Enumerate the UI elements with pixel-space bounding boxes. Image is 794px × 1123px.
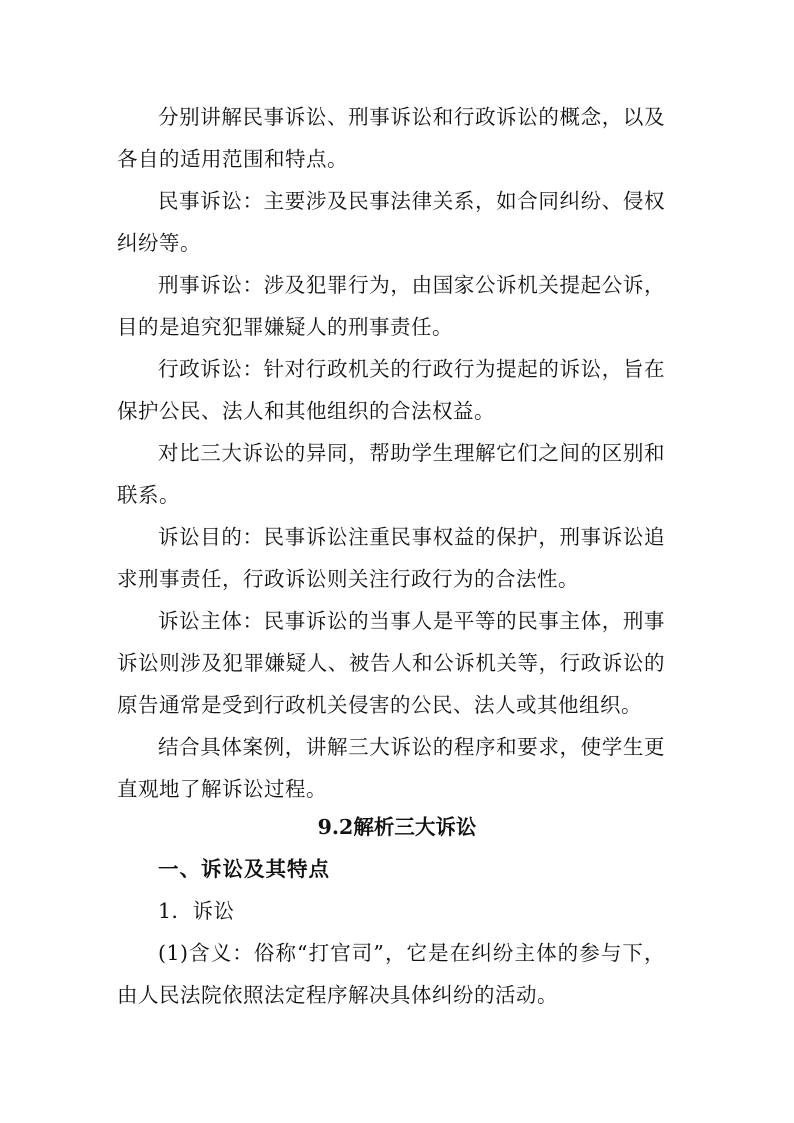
paragraph-intro: 分别讲解民事诉讼、刑事诉讼和行政诉讼的概念，以及各自的适用范围和特点。 [117, 105, 665, 171]
paragraph-definition: (1)含义：俗称“打官司”，它是在纠纷主体的参与下，由人民法院依照法定程序解决具体纠纷的活动。 [117, 941, 665, 1007]
paragraph-comparison: 对比三大诉讼的异同，帮助学生理解它们之间的区别和联系。 [117, 441, 665, 507]
paragraph-litigation-purpose: 诉讼目的：民事诉讼注重民事权益的保护，刑事诉讼追求刑事责任，行政诉讼则关注行政行为的合法性。 [117, 525, 665, 591]
item-title: 1．诉讼 [158, 899, 235, 923]
paragraph-criminal-litigation: 刑事诉讼：涉及犯罪行为，由国家公诉机关提起公诉，目的是追究犯罪嫌疑人的刑事责任。 [117, 273, 665, 339]
subsection-title: 一、诉讼及其特点 [158, 857, 330, 881]
paragraph-case-study: 结合具体案例，讲解三大诉讼的程序和要求，使学生更直观地了解诉讼过程。 [117, 735, 665, 801]
paragraph-civil-litigation: 民事诉讼：主要涉及民事法律关系，如合同纠纷、侵权纠纷等。 [117, 189, 665, 255]
paragraph-administrative-litigation: 行政诉讼：针对行政机关的行政行为提起的诉讼，旨在保护公民、法人和其他组织的合法权益。 [117, 357, 665, 423]
section-title: 9.2解析三大诉讼 [317, 815, 477, 839]
paragraph-litigation-subject: 诉讼主体：民事诉讼的当事人是平等的民事主体，刑事诉讼则涉及犯罪嫌疑人、被告人和公诉机关等，行政诉讼的原告通常是受到行政机关侵害的公民、法人或其他组织。 [117, 609, 665, 717]
